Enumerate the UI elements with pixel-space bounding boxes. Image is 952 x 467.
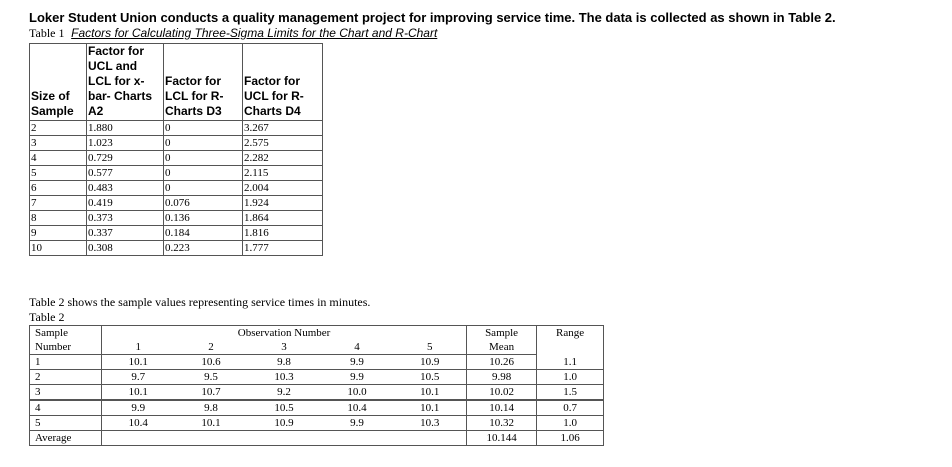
cell-sample-size: 9 — [30, 226, 87, 241]
cell-observation: 10.6 — [175, 355, 248, 370]
cell-range: 0.7 — [537, 400, 604, 416]
cell-sample-size: 2 — [30, 121, 87, 136]
table2-intro: Table 2 shows the sample values representing service times in minutes. — [29, 295, 371, 309]
table-row — [30, 121, 323, 136]
cell-observation: 10.5 — [248, 400, 321, 416]
header-factor-d4: Factor for UCL for R-Charts D4 — [243, 44, 323, 121]
average-range: 1.06 — [537, 431, 604, 446]
cell-observation: 10.9 — [248, 416, 321, 431]
cell-sample-number: 1 — [30, 355, 102, 370]
cell-d4: 2.282 — [243, 151, 323, 166]
cell-sample-size: 5 — [30, 166, 87, 181]
table-row — [30, 355, 604, 370]
cell-range: 1.0 — [537, 370, 604, 385]
header-size-of-sample: Size of Sample — [30, 44, 87, 121]
table-row — [30, 416, 604, 431]
cell-a2: 1.023 — [87, 136, 164, 151]
cell-sample-mean: 10.14 — [467, 400, 537, 416]
cell-sample-mean: 9.98 — [467, 370, 537, 385]
cell-sample-size: 4 — [30, 151, 87, 166]
cell-d3: 0.076 — [164, 196, 243, 211]
cell-observation: 9.2 — [248, 385, 321, 401]
table1-caption — [29, 26, 437, 41]
cell-range: 1.5 — [537, 385, 604, 401]
table-row — [30, 166, 323, 181]
cell-observation: 10.1 — [175, 416, 248, 431]
cell-d3: 0 — [164, 121, 243, 136]
cell-a2: 0.419 — [87, 196, 164, 211]
cell-observation: 10.1 — [394, 385, 467, 401]
cell-d3: 0 — [164, 166, 243, 181]
cell-observation: 9.5 — [175, 370, 248, 385]
cell-a2: 0.577 — [87, 166, 164, 181]
cell-range: 1.0 — [537, 416, 604, 431]
table-row — [30, 211, 323, 226]
cell-sample-size: 8 — [30, 211, 87, 226]
cell-observation: 10.3 — [394, 416, 467, 431]
cell-sample-number: 3 — [30, 385, 102, 401]
cell-d3: 0.184 — [164, 226, 243, 241]
factors-table — [29, 43, 323, 256]
cell-observation: 9.9 — [102, 400, 175, 416]
header-obs-4: 4 — [321, 340, 394, 355]
header-obs-2: 2 — [175, 340, 248, 355]
cell-sample-size: 10 — [30, 241, 87, 256]
table-row — [30, 136, 323, 151]
cell-d4: 2.115 — [243, 166, 323, 181]
table-row — [30, 241, 323, 256]
sample-values-table — [29, 325, 604, 446]
cell-observation: 10.9 — [394, 355, 467, 370]
cell-observation: 10.1 — [394, 400, 467, 416]
average-mean: 10.144 — [467, 431, 537, 446]
header-obs-5: 5 — [394, 340, 467, 355]
cell-d4: 1.924 — [243, 196, 323, 211]
cell-d4: 2.575 — [243, 136, 323, 151]
table-row — [30, 385, 604, 401]
cell-d3: 0 — [164, 136, 243, 151]
cell-d4: 3.267 — [243, 121, 323, 136]
cell-a2: 0.308 — [87, 241, 164, 256]
page-heading: Loker Student Union conducts a quality management project for improving service time. The data is collected as shown in Table 2. — [29, 10, 836, 25]
cell-observation: 10.4 — [321, 400, 394, 416]
table-row — [30, 196, 323, 211]
cell-sample-size: 3 — [30, 136, 87, 151]
cell-sample-mean: 10.02 — [467, 385, 537, 401]
factors-table-header-row — [30, 44, 323, 121]
cell-d3: 0 — [164, 181, 243, 196]
cell-sample-number: 2 — [30, 370, 102, 385]
table2-caption: Table 2 — [29, 310, 65, 324]
table-row — [30, 226, 323, 241]
cell-sample-mean: 10.26 — [467, 355, 537, 370]
cell-observation: 10.7 — [175, 385, 248, 401]
cell-d4: 1.777 — [243, 241, 323, 256]
table1-caption-text: Factors for Calculating Three-Sigma Limits for the Chart and R-Chart — [71, 26, 438, 40]
header-factor-a2: Factor for UCL and LCL for x-bar- Charts A2 — [87, 44, 164, 121]
cell-range: 1.1 — [537, 355, 604, 370]
cell-a2: 0.729 — [87, 151, 164, 166]
cell-d3: 0 — [164, 151, 243, 166]
table-row — [30, 400, 604, 416]
header-number: Number — [30, 340, 102, 355]
cell-d4: 1.816 — [243, 226, 323, 241]
cell-sample-size: 7 — [30, 196, 87, 211]
cell-a2: 0.373 — [87, 211, 164, 226]
cell-d3: 0.223 — [164, 241, 243, 256]
cell-observation: 9.9 — [321, 370, 394, 385]
cell-sample-mean: 10.32 — [467, 416, 537, 431]
cell-observation: 10.4 — [102, 416, 175, 431]
cell-sample-size: 6 — [30, 181, 87, 196]
header-sample-mean-1: Sample — [467, 326, 537, 341]
table-row — [30, 370, 604, 385]
header-factor-d3: Factor for LCL for R-Charts D3 — [164, 44, 243, 121]
cell-observation: 10.3 — [248, 370, 321, 385]
cell-observation: 10.0 — [321, 385, 394, 401]
cell-d3: 0.136 — [164, 211, 243, 226]
header-sample-mean-2: Mean — [467, 340, 537, 355]
header-observation-number: Observation Number — [102, 326, 467, 341]
table-row — [30, 151, 323, 166]
table-row — [30, 181, 323, 196]
cell-sample-number: 5 — [30, 416, 102, 431]
cell-observation: 10.1 — [102, 385, 175, 401]
cell-observation: 9.9 — [321, 355, 394, 370]
header-sample: Sample — [30, 326, 102, 341]
header-obs-1: 1 — [102, 340, 175, 355]
cell-observation: 10.1 — [102, 355, 175, 370]
cell-d4: 2.004 — [243, 181, 323, 196]
table1-label: Table 1 — [29, 26, 65, 40]
cell-a2: 1.880 — [87, 121, 164, 136]
average-label: Average — [30, 431, 102, 446]
cell-observation: 9.7 — [102, 370, 175, 385]
cell-d4: 1.864 — [243, 211, 323, 226]
cell-a2: 0.483 — [87, 181, 164, 196]
cell-sample-number: 4 — [30, 400, 102, 416]
cell-observation: 10.5 — [394, 370, 467, 385]
header-obs-3: 3 — [248, 340, 321, 355]
table2-header-row-1 — [30, 326, 604, 341]
average-row — [30, 431, 604, 446]
cell-observation: 9.9 — [321, 416, 394, 431]
table2-header-row-2 — [30, 340, 604, 355]
cell-observation: 9.8 — [248, 355, 321, 370]
cell-a2: 0.337 — [87, 226, 164, 241]
cell-observation: 9.8 — [175, 400, 248, 416]
header-range: Range — [537, 326, 604, 355]
